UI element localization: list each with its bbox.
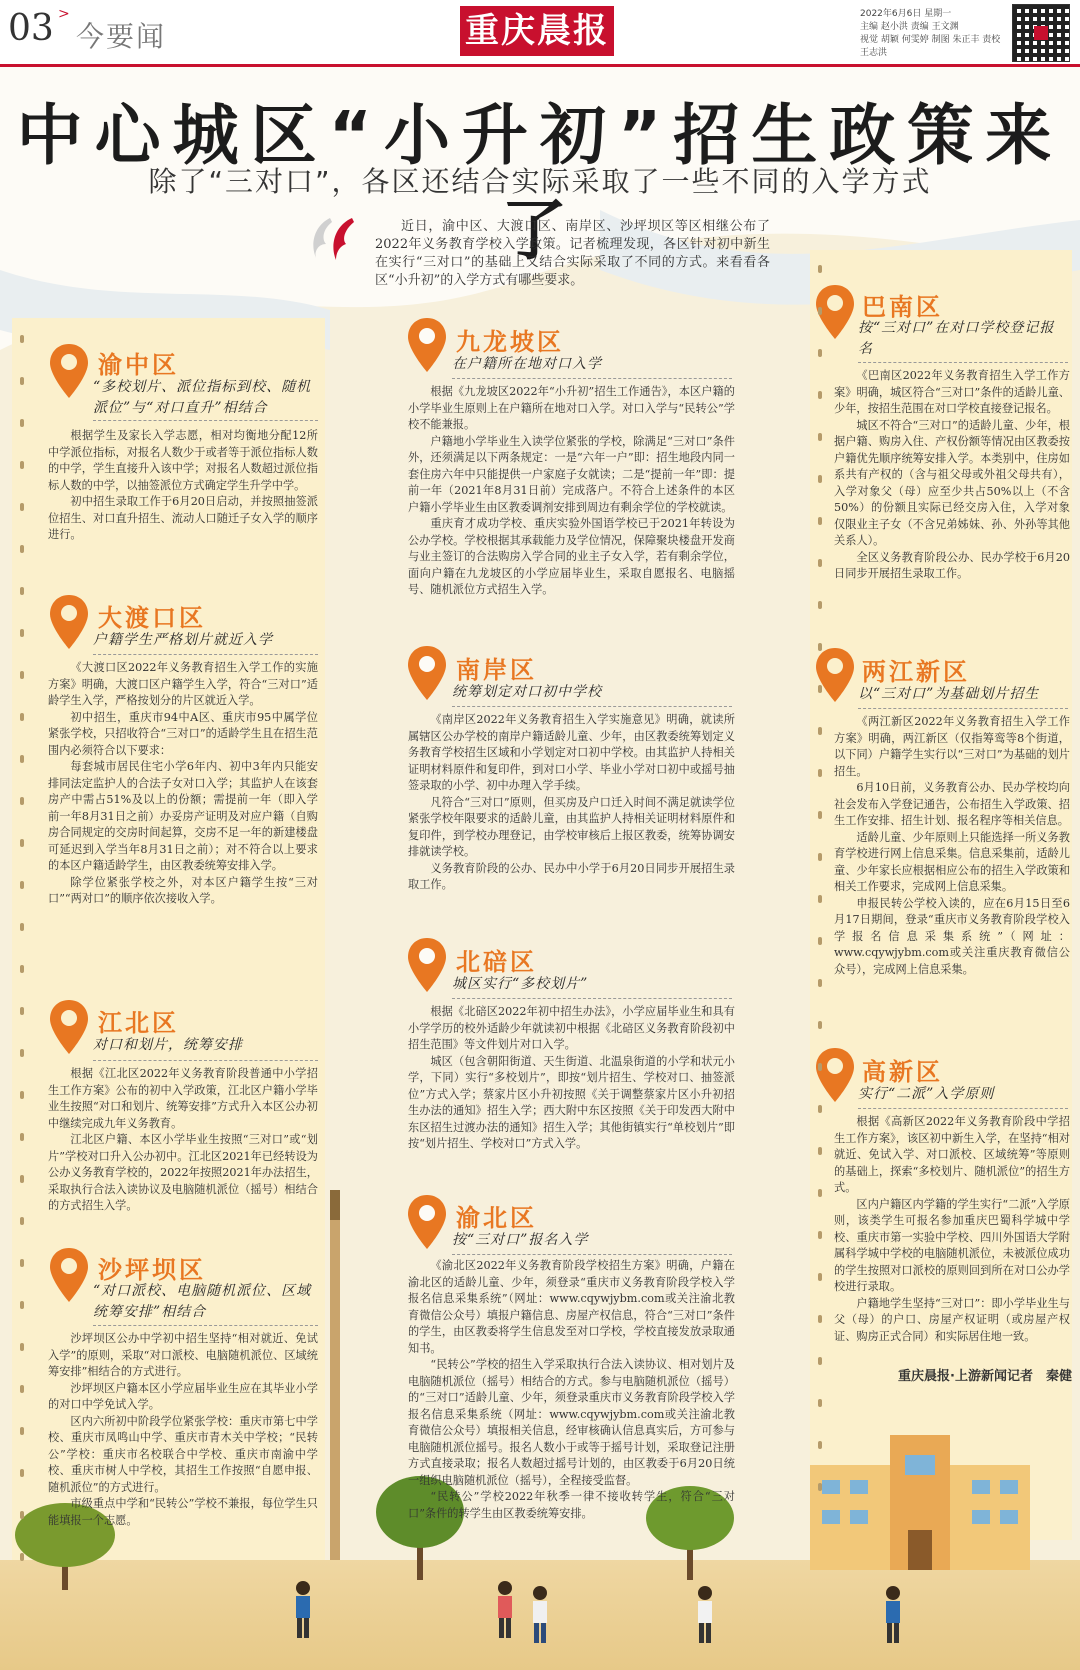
notebook-ring-icon [20, 629, 24, 637]
notebook-ring-icon [20, 881, 24, 889]
notebook-ring-icon [20, 1301, 24, 1309]
notebook-ring-icon [20, 1469, 24, 1477]
district-name: 渝北区 [456, 1204, 537, 1232]
divider [452, 1254, 732, 1255]
district-subtitle: 实行“二派”入学原则 [858, 1086, 995, 1102]
notebook-ring-icon [818, 727, 822, 735]
notebook-ring-icon [20, 1511, 24, 1519]
paragraph: 户籍地学生坚持“三对口”：即小学毕业生与父（母）的户口、房屋产权证明（或房屋产权证、购房正式合同）和实际居住地一致。 [834, 1296, 1070, 1343]
paragraph: 《南岸区2022年义务教育招生入学实施意见》明确，就读所属辖区公办学校的南岸户籍适龄儿童、少年，由区教委统筹划定义务教育学校招生区域和小学划定对口初中学校。由其监护人持相关证明材料原件和复印件，到对口小学、毕业小学对口初中或摇号抽签录取的小学、初中办理入学手续。 [408, 713, 735, 792]
notebook-ring-icon [20, 377, 24, 385]
district-body [48, 428, 318, 544]
student-icon [878, 1585, 908, 1645]
notebook-ring-icon [20, 713, 24, 721]
notebook-ring-icon [20, 587, 24, 595]
paragraph: 《大渡口区2022年义务教育招生入学工作的实施方案》明确，大渡口区户籍学生入学，符合“三对口”适龄学生入学，严格按划分的片区就近入学。 [48, 661, 318, 707]
location-pin-icon [50, 344, 88, 398]
notebook-ring-icon [20, 335, 24, 343]
paragraph: 重庆育才成功学校、重庆实验外国语学校已于2021年转设为公办学校。学校根据其承载能力及学位情况，保障聚块楼盘开发商与业主签订的合法购房入学合同的业主子女入学，若有剩余学位，面向户籍在九龙坡区的小学应届毕业生，采取自愿报名、电脑摇号、随机派位方式招生入学。 [408, 517, 735, 596]
notebook-ring-icon [818, 1273, 822, 1281]
district-body [48, 1331, 318, 1529]
district-name: 渝中区 [98, 351, 179, 379]
notebook-ring-icon [20, 755, 24, 763]
notebook-ring-icon [20, 461, 24, 469]
district-body [834, 714, 1070, 978]
notebook-ring-icon [818, 1189, 822, 1197]
divider [452, 706, 732, 707]
paragraph: 凡符合“三对口”原则，但买房及户口迁入时间不满足就读学位紧张学校年限要求的适龄儿童，由其监护人持相关证明材料原件和复印件，到学校办理登记，由学校审核后上报区教委，统筹协调安排就读学校。 [408, 795, 735, 858]
notebook-ring-icon [818, 559, 822, 567]
edition-editors: 主编 赵小洪 责编 王文渊 [860, 22, 959, 32]
divider [93, 1325, 318, 1326]
paragraph: 适龄儿童、少年原则上只能选择一所义务教育学校进行网上信息采集。信息采集前，适龄儿童、少年家长应根据相应公布的招生入学政策和相关工作要求，完成网上信息采集。 [834, 830, 1070, 893]
district-body [408, 1004, 735, 1153]
notebook-ring-icon [20, 1049, 24, 1057]
district-body [834, 368, 1070, 583]
district-name: 巴南区 [862, 293, 943, 321]
district-body [408, 384, 735, 599]
masthead [0, 0, 1080, 67]
notebook-ring-icon [818, 1483, 822, 1491]
notebook-ring-icon [818, 307, 822, 315]
notebook-ring-icon [20, 797, 24, 805]
notebook-ring-icon [20, 923, 24, 931]
paragraph: 城区不符合“三对口”的适龄儿童、少年，根据户籍、购房入住、产权份额等情况由区教委按户籍优先顺序统筹安排入学。本类别中，住房如系共有产权的（含与祖父母或外祖父母共有），入学对象父（母）应至少共占50%以上（不含50%）的份额且实际已经交房入住，入学对象仅限业主子女（不含兄弟姊妹、孙、外孙等其他关系人）。 [834, 418, 1070, 547]
notebook-ring-icon [20, 1343, 24, 1351]
location-pin-icon [816, 648, 854, 702]
district-body [48, 660, 318, 908]
page-number: 03 [8, 8, 54, 49]
paragraph: 根据《高新区2022年义务教育阶段中学招生工作方案》，该区初中新生入学，在坚持“相对就近、免试入学、对口派校、区域统筹”等原则的基础上，探索“多校划片、随机派位”的招生方式。 [834, 1115, 1070, 1194]
district-name: 两江新区 [862, 658, 970, 686]
paragraph: 全区义务教育阶段公办、民办学校于6月20日同步开展招生录取工作。 [834, 550, 1070, 580]
notebook-ring-icon [818, 1105, 822, 1113]
district-name: 九龙坡区 [456, 328, 564, 356]
notebook-ring-icon [20, 545, 24, 553]
district-name: 高新区 [862, 1058, 943, 1086]
paragraph: 城区（包含朝阳街道、天生街道、北温泉街道的小学和状元小学，下同）实行“多校划片”，即按“划片招生、学校对口、抽签派位”方式入学；蔡家片区小升初按照《关于调整蔡家片区小升初招生办法的通知》招生入学；西大附中东区按照《关于印发西大附中东区招生过渡办法的通知》招生入学；其他街镇实行“单校划片”即按“划片招生、学校对口”方式入学。 [408, 1054, 735, 1150]
paragraph: 申报民转公学校入读的，应在6月15日至6月17日期间，登录“重庆市义务教育阶段学校入学报名信息采集系统”（网址：www.cqywjybm.com或关注重庆教育微信公众号），完成网上信息采集。 [834, 896, 1070, 976]
notebook-ring-icon [20, 1007, 24, 1015]
location-pin-icon [816, 1048, 854, 1102]
notebook-ring-icon [818, 1441, 822, 1449]
paragraph: 江北区户籍、本区小学毕业生按照“三对口”或“划片”学校对口升入公办初中。江北区2021年已经转设为公办义务教育学校的，2022年按照2021年办法招生，采取执行合法入读协议及电脑随机派位（摇号）相结合的方式招生入学。 [48, 1133, 318, 1212]
notebook-ring-icon [20, 1427, 24, 1435]
notebook-ring-icon [818, 937, 822, 945]
notebook-ring-icon [818, 517, 822, 525]
divider [93, 420, 318, 421]
divider [858, 362, 1068, 363]
notebook-ring-icon [818, 643, 822, 651]
notebook-ring-icon [20, 1091, 24, 1099]
edition-info [860, 8, 1010, 60]
paragraph: 《渝北区2022年义务教育阶段学校招生方案》明确，户籍在渝北区的适龄儿童、少年，须登录“重庆市义务教育阶段学校入学报名信息采集系统”（网址：www.cqywjybm.com或关注渝北教育微信公众号）填报户籍信息、房屋产权信息，符合“三对口”条件的学生，由区教委将学生信息发至对口学校，学校直接发放录取通知书。 [408, 1259, 735, 1355]
district-name: 南岸区 [456, 656, 537, 684]
divider [452, 378, 732, 379]
district-subtitle: “对口派校、电脑随机派位、区域统筹安排”相结合 [93, 1283, 312, 1320]
paragraph: 根据《江北区2022年义务教育阶段普通中小学招生工作方案》公布的初中入学政策，江北区户籍小学毕业生按照“对口和划片、统筹安排”方式升入本区公办初中继续完成九年义务教育。 [48, 1067, 318, 1130]
paragraph: 沙坪坝区户籍本区小学应届毕业生应在其毕业小学的对口中学免试入学。 [48, 1381, 318, 1411]
notebook-ring-icon [818, 265, 822, 273]
paragraph: 《两江新区2022年义务教育招生入学工作方案》明确，两江新区（仅指筹鸾等8个街道，以下同）户籍学生实行以“三对口”为基础的划片招生。 [834, 715, 1070, 778]
district-subtitle: 在户籍所在地对口入学 [452, 356, 602, 372]
pencil-icon [324, 1190, 346, 1610]
edition-design: 视觉 胡颖 何雯婷 制图 朱正丰 责校 王志洪 [860, 35, 1001, 58]
paragraph: 《巴南区2022年义务教育招生入学工作方案》明确，城区符合“三对口”条件的适龄儿童、少年，按招生范围在对口学校直接登记报名。 [834, 369, 1070, 415]
intro-paragraph: 近日，渝中区、大渡口区、南岸区、沙坪坝区等区相继公布了2022年义务教育学校入学政策。记者梳理发现，各区针对初中新生在实行“三对口”的基础上又结合实际采取了不同的方式。来看看各区“小升初”的入学方式有哪些要求。 [375, 219, 770, 288]
notebook-ring-icon [818, 1315, 822, 1323]
paragraph: “民转公”学校的招生入学采取执行合法入读协议、相对划片及电脑随机派位（摇号）相结合的方式。参与电脑随机派位（摇号）的“三对口”适龄儿童、少年，须登录重庆市义务教育阶段学校入学报名信息采集系统（网址：www.cqywjybm.com或关注渝北教育微信公众号）填报相关信息，经审核确认信息真实后，方可参与电脑随机派位摇号。报名人数小于或等于摇号计划，采取登记注册方式直接录取；报名人数超过摇号计划的，由区教委于6月20日统一组织电脑随机派位（摇号），全程接受监督。 [408, 1358, 735, 1487]
notebook-ring-icon [20, 671, 24, 679]
district-name: 沙坪坝区 [98, 1256, 206, 1284]
notebook-ring-icon [818, 811, 822, 819]
headline: 中心城区“小升初”招生政策来了 [16, 97, 1064, 269]
newspaper-logo: 重庆晨报 [460, 6, 614, 56]
divider [93, 1060, 318, 1061]
notebook-ring-icon [20, 965, 24, 973]
paragraph: 6月10日前，义务教育公办、民办学校均向社会发布入学登记通告，公布招生入学政策、招生工作安排、招生计划、报名程序等相关信息。 [834, 781, 1070, 827]
paragraph: 初中招生，重庆市94中A区、重庆市95中属学位紧张学校，只招收符合“三对口”的适龄学生且在招生范围内必须符合以下要求： [48, 710, 318, 757]
district-name: 江北区 [98, 1009, 179, 1037]
notebook-ring-icon [818, 979, 822, 987]
district-name: 北碚区 [456, 948, 537, 976]
notebook-ring-icon [818, 1021, 822, 1029]
paragraph: 户籍地小学毕业生入读学位紧张的学校，除满足“三对口”条件外，还须满足以下两条规定：一是“六年一户”即：招生地段内同一套住房六年中只能提供一户家庭子女就读；二是“提前一年”即：提前一年（2021年8月31日前）完成落户。不符合上述条件的本区户籍小学毕业生由区教委调剂安排到周边有剩余学位的学校就读。 [408, 434, 735, 514]
paragraph: 市级重点中学和“民转公”学校不兼报，每位学生只能填报一个志愿。 [48, 1497, 318, 1527]
notebook-ring-icon [20, 1133, 24, 1141]
byline: 重庆晨报·上游新闻记者 秦健 [898, 1369, 1072, 1384]
notebook-ring-icon [818, 601, 822, 609]
notebook-ring-icon [818, 475, 822, 483]
district-subtitle: 对口和划片，统筹安排 [93, 1037, 243, 1053]
district-body [834, 1114, 1070, 1345]
location-pin-icon [408, 938, 446, 992]
notebook-ring-icon [818, 433, 822, 441]
notebook-ring-icon [818, 1147, 822, 1155]
paragraph: “民转公”学校2022年秋季一律不接收转学生，符合“三对口”条件的转学生由区教委统筹安排。 [408, 1490, 735, 1520]
district-subtitle: 按“三对口”报名入学 [452, 1232, 589, 1248]
quote-mark-icon [308, 214, 364, 264]
location-pin-icon [50, 595, 88, 649]
notebook-ring-icon [20, 1175, 24, 1183]
subheadline: 除了“三对口”，各区还结合实际采取了一些不同的入学方式 [148, 165, 932, 198]
notebook-ring-icon [818, 1357, 822, 1365]
school-building-icon [770, 1425, 1070, 1570]
paragraph: 义务教育阶段的公办、民办中小学于6月20日同步开展招生录取工作。 [408, 861, 735, 891]
paragraph: 沙坪坝区公办中学初中招生坚持“相对就近、免试入学”的原则，采取“对口派校、电脑随机派位、区域统筹安排”相结合的方式进行。 [48, 1332, 318, 1378]
student-icon [525, 1585, 555, 1645]
notebook-ring-icon [20, 419, 24, 427]
notebook-ring-icon [20, 839, 24, 847]
student-icon [490, 1580, 520, 1640]
edition-date: 2022年6月6日 星期一 [860, 9, 952, 19]
district-name: 大渡口区 [98, 604, 206, 632]
notebook-ring-icon [818, 685, 822, 693]
divider [452, 998, 732, 999]
paragraph: 根据学生及家长入学志愿，相对均衡地分配12所中学派位指标，对报名人数少于或者等于派位指标人数的中学，学生直接升入该中学；对报名人数超过派位指标人数的中学，以抽签派位方式确定学生升学中学。 [48, 429, 318, 492]
notebook-ring-icon [20, 503, 24, 511]
notebook-ring-icon [818, 895, 822, 903]
location-pin-icon [50, 1000, 88, 1054]
divider [93, 654, 318, 655]
district-body [408, 712, 735, 894]
paragraph: 根据《北碚区2022年初中招生办法》，小学应届毕业生和具有小学学历的校外适龄少年就读初中根据《北碚区义务教育阶段初中招生范围》等文件划片对口入学。 [408, 1005, 735, 1051]
notebook-ring-icon [818, 769, 822, 777]
divider [858, 708, 1068, 709]
paragraph: 区内户籍区内学籍的学生实行“二派”入学原则，该类学生可报名参加重庆巴蜀科学城中学校、重庆市第一实验中学校、四川外国语大学附属科学城中学校的电脑随机派位，未被派位成功的学生按照对口派校的原则回到所在对口公办学校进行录取。 [834, 1197, 1070, 1293]
notebook-ring-icon [818, 391, 822, 399]
notebook-ring-icon [818, 1063, 822, 1071]
notebook-ring-icon [818, 1231, 822, 1239]
notebook-ring-icon [20, 1553, 24, 1561]
district-subtitle: 按“三对口”在对口学校登记报名 [858, 320, 1055, 357]
notebook-ring-icon [20, 1217, 24, 1225]
paragraph: 初中招生录取工作于6月20日启动，并按照抽签派位招生、对口直升招生、流动人口随迁子女入学的顺序进行。 [48, 495, 318, 541]
paragraph: 每套城市居民住宅小学6年内、初中3年内只能安排同法定监护人的合法子女对口入学；其监护人在该套房产中需占51%及以上的份额；需提前一年（即入学前一年8月31日之前）办妥房产证明及对应户籍（自购房合同规定的交房时间起算，交房不足一年的新建楼盘可延迟到入学当年8月31日之前）；对不符合以上要求的本区户籍适龄学生，由区教委统筹安排入学。 [48, 760, 318, 872]
qr-logo-icon [1034, 26, 1048, 40]
district-subtitle: 城区实行“多校划片” [452, 976, 589, 992]
district-subtitle: “多校划片、派位指标到校、随机派位”与“对口直升”相结合 [93, 379, 312, 416]
district-subtitle: 以“三对口”为基础划片招生 [858, 686, 1040, 702]
student-icon [288, 1580, 318, 1640]
location-pin-icon [408, 1195, 446, 1249]
student-icon [690, 1585, 720, 1645]
paragraph: 根据《九龙坡区2022年“小升初”招生工作通告》，本区户籍的小学毕业生原则上在户籍所在地对口入学。对口入学与“民转公”学校不能兼报。 [408, 385, 735, 431]
page-arrow-icon: > [58, 6, 70, 22]
district-subtitle: 户籍学生严格划片就近入学 [93, 632, 273, 648]
location-pin-icon [408, 646, 446, 700]
location-pin-icon [408, 318, 446, 372]
divider [858, 1108, 1068, 1109]
paragraph: 区内六所初中阶段学位紧张学校：重庆市第七中学校、重庆市凤鸣山中学、重庆市青木关中学校；“民转公”学校：重庆市名校联合中学校、重庆市南渝中学校、重庆市树人中学校，其招生工作按照“自愿申报、随机派位”的方式进行。 [48, 1414, 318, 1494]
paragraph: 除学位紧张学校之外，对本区户籍学生按“三对口”“两对口”的顺序依次接收入学。 [48, 875, 318, 905]
notebook-ring-icon [818, 349, 822, 357]
district-body [408, 1258, 735, 1522]
notebook-ring-icon [818, 853, 822, 861]
district-body [48, 1066, 318, 1215]
district-subtitle: 统筹划定对口初中学校 [452, 684, 602, 700]
section-name: 今要闻 [76, 20, 167, 53]
location-pin-icon [50, 1248, 88, 1302]
notebook-ring-icon [20, 1385, 24, 1393]
notebook-ring-icon [20, 1259, 24, 1267]
notebook-ring-icon [818, 1399, 822, 1407]
